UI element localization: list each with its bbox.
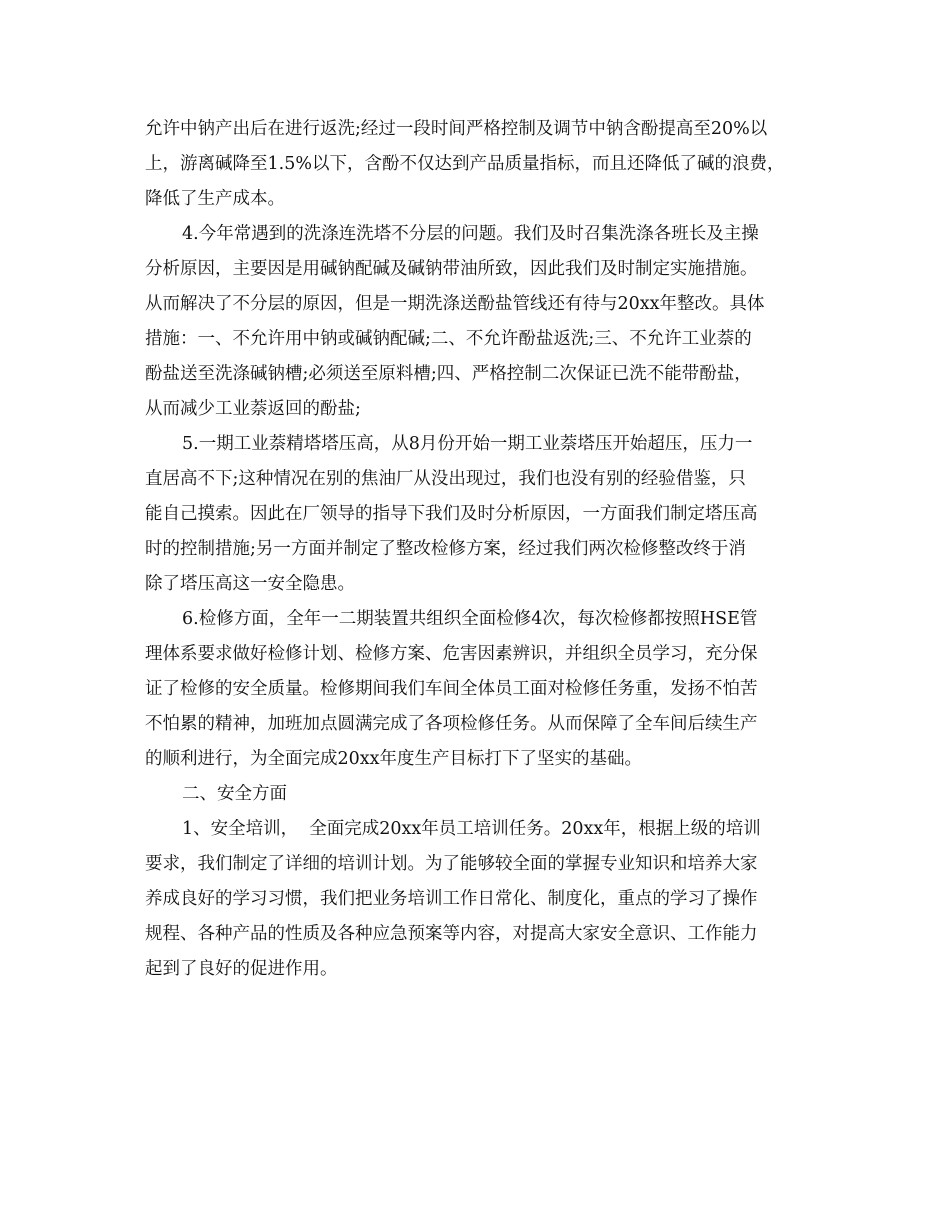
text-line: 起到了良好的促进作用。: [145, 959, 338, 979]
text-line: 从而解决了不分层的原因，但是一期洗涤送酚盐管线还有待与20xx年整改。具体: [145, 294, 765, 314]
text-line: 证了检修的安全质量。检修期间我们车间全体员工面对检修任务重，发扬不怕苦: [145, 679, 758, 699]
text-line: 规程、各种产品的性质及各种应急预案等内容，对提高大家安全意识、工作能力: [145, 924, 758, 944]
text-line: 1、安全培训， 全面完成20xx年员工培训任务。20xx年，根据上级的培训: [182, 819, 761, 839]
text-line: 降低了生产成本。: [145, 189, 285, 209]
text-line: 4.今年常遇到的洗涤连洗塔不分层的问题。我们及时召集洗涤各班长及主操: [182, 224, 759, 244]
text-line: 措施：一、不允许用中钠或碱钠配碱;二、不允许酚盐返洗;三、不允许工业萘的: [145, 329, 752, 349]
text-line: 5.一期工业萘精塔塔压高，从8月份开始一期工业萘塔压开始超压，压力一: [182, 434, 753, 454]
text-line: 直居高不下;这种情况在别的焦油厂从没出现过，我们也没有别的经验借鉴，只: [145, 469, 746, 489]
text-line: 不怕累的精神，加班加点圆满完成了各项检修任务。从而保障了全车间后续生产: [145, 714, 758, 734]
text-line: 上，游离碱降至1.5%以下，含酚不仅达到产品质量指标，而且还降低了碱的浪费，: [145, 154, 785, 174]
text-line: 分析原因，主要因是用碱钠配碱及碱钠带油所致，因此我们及时制定实施措施。: [145, 259, 758, 279]
text-line: 6.检修方面，全年一二期装置共组织全面检修4次，每次检修都按照HSE管: [182, 609, 758, 629]
text-line: 酚盐送至洗涤碱钠槽;必须送至原料槽;四、严格控制二次保证已洗不能带酚盐，: [145, 364, 752, 384]
text-line: 理体系要求做好检修计划、检修方案、危害因素辨识，并组织全员学习，充分保: [145, 644, 758, 664]
text-line: 要求，我们制定了详细的培训计划。为了能够较全面的掌握专业知识和培养大家: [145, 854, 758, 874]
text-line: 从而减少工业萘返回的酚盐;: [145, 399, 361, 419]
section-heading: 二、安全方面: [182, 784, 287, 804]
text-line: 时的控制措施;另一方面并制定了整改检修方案，经过我们两次检修整改终于消: [145, 539, 746, 559]
text-line: 养成良好的学习习惯，我们把业务培训工作日常化、制度化，重点的学习了操作: [145, 889, 758, 909]
text-line: 的顺利进行，为全面完成20xx年度生产目标打下了坚实的基础。: [145, 749, 643, 769]
text-line: 能自己摸索。因此在厂领导的指导下我们及时分析原因，一方面我们制定塔压高: [145, 504, 758, 524]
text-line: 除了塔压高这一安全隐患。: [145, 574, 355, 594]
text-line: 允许中钠产出后在进行返洗;经过一段时间严格控制及调节中钠含酚提高至20%以: [145, 119, 768, 139]
